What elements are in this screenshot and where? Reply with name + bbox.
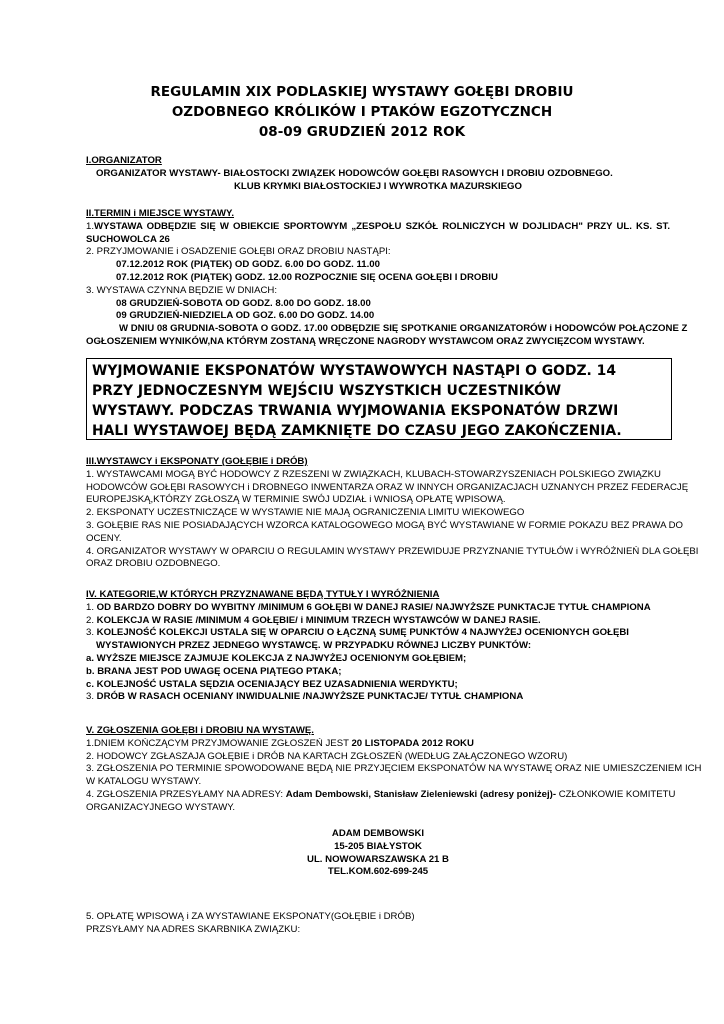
organizer-line: ORGANIZATOR WYSTAWY- BIAŁOSTOCKI ZWIĄZEK HODOWCÓW GOŁĘBI RASOWYCH I DROBIU OZDOBNEGO. (96, 167, 613, 179)
category-line: a. WYŻSZE MIEJSCE ZAJMUJE KOLEKCJA Z NAJWYŻEJ OCENIONYM GOŁĘBIEM; (86, 652, 467, 664)
notice-line: WYSTAWY. PODCZAS TRWANIA WYJMOWANIA EKSPONATÓW DRZWI (92, 403, 619, 419)
notice-box (86, 358, 672, 440)
date-line: 07.12.2012 ROK (PIĄTEK) OD GODZ. 6.00 DO GODZ. 11.00 (116, 259, 380, 271)
category-text: OD BARDZO DOBRY DO WYBITNY /MINIMUM 6 GOŁĘBI W DANEJ RASIE/ NAJWYŻSZE PUNKTACJE TYTUŁ CHAMPIONA (96, 601, 651, 613)
category-text: DRÓB W RASACH OCENIANY INWIDUALNIE /NAJWYŻSZE PUNKTACJE/ TYTUŁ CHAMPIONA (96, 691, 524, 703)
paragraph-line: 2. PRZYJMOWANIE i OSADZENIE GOŁĘBI ORAZ DROBIU NASTĄPI: (86, 246, 391, 258)
meeting-line: W DNIU 08 GRUDNIA-SOBOTA O GODZ. 17.00 ODBĘDZIE SIĘ SPOTKANIE ORGANIZATORÓW i HODOWCÓW POŁĄCZONE Z (119, 323, 688, 335)
section-term-place (86, 208, 688, 349)
paragraph-line: 5. OPŁATĘ WPISOWĄ i ZA WYSTAWIANE EKSPONATY(GOŁĘBIE i DRÓB) (86, 911, 415, 922)
section-heading: II.TERMIN i MIEJSCE WYSTAWY. (86, 208, 235, 219)
committee-text: CZŁONKOWIE KOMITETU (556, 788, 676, 800)
paragraph-line: 3. GOŁĘBIE RAS NIE POSIADAJĄCYCH WZORCA KATALOGOWEGO MOGĄ BYĆ WYSTAWIANE W FORMIE POKAZU BEZ PRAWA DO (86, 519, 684, 531)
deadline-text: 1.DNIEM KOŃCZĄCYM PRZYJMOWANIE ZGŁOSZEŃ JEST (86, 737, 352, 749)
date-line: 07.12.2012 ROK (PIĄTEK) GODZ. 12.00 ROZPOCZNIE SIĘ OCENA GOŁĘBI I DROBIU (116, 271, 498, 283)
category-text: KOLEKCJA W RASIE /MINIMUM 4 GOŁĘBIE/ i MINIMUM TRZECH WYSTAWCÓW W DANEJ RASIE. (96, 614, 541, 626)
date-line: 08 GRUDZIEŃ-SOBOTA OD GODZ. 8.00 DO GODZ. 18.00 (116, 297, 371, 309)
section-exhibitors (86, 456, 699, 571)
category-line (86, 691, 670, 704)
paragraph-line (86, 738, 670, 751)
paragraph-line (86, 788, 676, 802)
section-heading: V. ZGŁOSZENIA GOŁĘBI i DROBIU NA WYSTAWĘ. (86, 725, 314, 736)
notice-line: WYJMOWANIE EKSPONATÓW WYSTAWOWYCH NASTĄPI O GODZ. 14 (92, 363, 616, 379)
paragraph-line: 2. EKSPONATY UCZESTNICZĄCE W WYSTAWIE NIE MAJĄ OGRANICZENIA LIMITU WIEKOWEGO (86, 507, 525, 519)
item-number: 1. (86, 220, 95, 232)
deadline-date: 20 LISTOPADA 2012 ROKU (351, 737, 474, 749)
paragraph-line (86, 221, 670, 234)
item-number: 3. (86, 627, 97, 639)
section-heading: IV. KATEGORIE,W KTÓRYCH PRZYZNAWANE BĘDĄ TYTUŁY I WYRÓŻNIENIA (86, 589, 440, 600)
venue-text: WYSTAWA ODBĘDZIE SIĘ W OBIEKCIE SPORTOWYM „ZESPOŁU SZKÓŁ ROLNICZYCH W DOJLIDACH" PRZY UL. KS. ST. (94, 220, 670, 232)
title-line-2: OZDOBNEGO KRÓLIKÓW I PTAKÓW EGZOTYCZNCH (171, 104, 553, 120)
section-heading: I.ORGANIZATOR (86, 155, 162, 166)
category-line: WYSTAWIONYCH PRZEZ JEDNEGO WYSTAWCĘ. W PRZYPADKU RÓWNEJ LICZBY PUNKTÓW: (96, 640, 532, 652)
notice-line: PRZY JEDNOCZESNYM WEJŚCIU WSZYSTKICH UCZESTNIKÓW (92, 383, 562, 399)
address-phone: TEL.KOM.602-699-245 (327, 866, 429, 878)
paragraph-line: 2. HODOWCY ZGŁASZAJA GOŁĘBIE i DRÓB NA KARTACH ZGŁOSZEŃ (WEDŁUG ZAŁĄCZONEGO WZORU) (86, 750, 568, 762)
item-number: 1. (86, 601, 97, 613)
paragraph-line: EUROPEJSKĄ,KTÓRZY ZGŁOSZĄ W TERMINIE SWÓJ UDZIAŁ i WNIOSĄ OPŁATĘ WPISOWĄ. (86, 494, 506, 506)
date-line: 09 GRUDZIEŃ-NIEDZIELA OD GOZ. 6.00 DO GODZ. 14.00 (116, 310, 375, 322)
item-number: 2. (86, 614, 97, 626)
address-city: 15-205 BIAŁYSTOK (334, 840, 422, 852)
category-line (86, 627, 670, 640)
paragraph-line: 3. ZGŁOSZENIA PO TERMINIE SPOWODOWANE BĘDĄ NIE PRZYJĘCIEM EKSPONATÓW NA WYSTAWĘ ORAZ NIE UMIESZCZENIEM ICH (86, 763, 702, 775)
paragraph-line: ORAZ DROBIU OZDOBNEGO. (86, 558, 221, 570)
paragraph-line: W KATALOGU WYSTAWY. (86, 776, 202, 788)
address-block (86, 828, 670, 879)
paragraph-line: 1. WYSTAWCAMI MOGĄ BYĆ HODOWCY Z RZESZENI W ZWIĄZKACH, KLUBACH-STOWARZYSZENIACH POLSKIEGO ZWIĄZKU (86, 468, 661, 480)
category-line (86, 602, 670, 615)
item-number: 3. (86, 691, 97, 703)
notice-line: HALI WYSTAWOEJ BĘDĄ ZAMKNIĘTE DO CZASU JEGO ZAKOŃCZENIA. (92, 423, 622, 439)
section-heading: III.WYSTAWCY i EKSPONATY (GOŁĘBIE i DRÓB) (86, 456, 308, 467)
address-name: ADAM DEMBOWSKI (331, 828, 425, 839)
document-title (60, 82, 664, 142)
paragraph-line: HODOWCÓW GOŁĘBI RASOWYCH i DROBNEGO INWENTARZA ORAZ W INNYCH ORGANIZACJACH UZNANYCH PRZEZ FEDERACJĘ (86, 481, 689, 493)
section-fee (86, 911, 670, 937)
category-line: b. BRANA JEST POD UWAGĘ OCENA PIĄTEGO PTAKA; (86, 665, 342, 677)
category-line: c. KOLEJNOŚĆ USTALA SĘDZIA OCENIAJĄCY BEZ UZASADNIENIA WERDYKTU; (86, 678, 458, 690)
paragraph-line: ORGANIZACYJNEGO WYSTAWY. (86, 801, 236, 813)
title-line-3: 08-09 GRUDZIEŃ 2012 ROK (258, 124, 466, 140)
address-street: UL. NOWOWARSZAWSKA 21 B (307, 853, 449, 865)
paragraph-line: OCENY. (86, 532, 122, 544)
section-registration (86, 725, 702, 815)
section-organizer (86, 155, 670, 193)
category-line (86, 615, 670, 628)
title-line-1: REGULAMIN XIX PODLASKIEJ WYSTAWY GOŁĘBI DROBIU (150, 84, 574, 100)
paragraph-line: PRZSYŁAMY NA ADRES SKARBNIKA ZWIĄZKU: (86, 923, 301, 935)
venue-street: SUCHOWOLCA 26 (86, 233, 170, 245)
paragraph-line: 3. WYSTAWA CZYNNA BĘDZIE W DNIACH: (86, 284, 278, 296)
category-text: KOLEJNOŚĆ KOLEKCJI USTALA SIĘ W OPARCIU O ŁĄCZNĄ SUMĘ PUNKTÓW 4 NAJWYŻEJ OCENIONYCH GOŁĘBI (96, 627, 629, 639)
organizer-club-line: KLUB KRYMKI BIAŁOSTOCKIEJ I WYWROTKA MAZURSKIEGO (234, 180, 522, 192)
paragraph-line: 4. ORGANIZATOR WYSTAWY W OPARCIU O REGULAMIN WYSTAWY PRZEWIDUJE PRZYZNANIE TYTUŁÓW i WYRÓŻNIEŃ DLA GOŁĘBI (86, 545, 699, 557)
addresses-text: 4. ZGŁOSZENIA PRZESYŁAMY NA ADRESY: (86, 788, 286, 800)
meeting-line: OGŁOSZENIEM WYNIKÓW,NA KTÓRYM ZOSTANĄ WRĘCZONE NAGRODY WYSTAWCOM ORAZ ZWYCIĘZCOM WYSTAWY. (86, 335, 645, 347)
addresses-names: Adam Dembowski, Stanisław Zieleniewski (adresy poniżej)- (285, 788, 557, 800)
section-categories (86, 589, 670, 704)
